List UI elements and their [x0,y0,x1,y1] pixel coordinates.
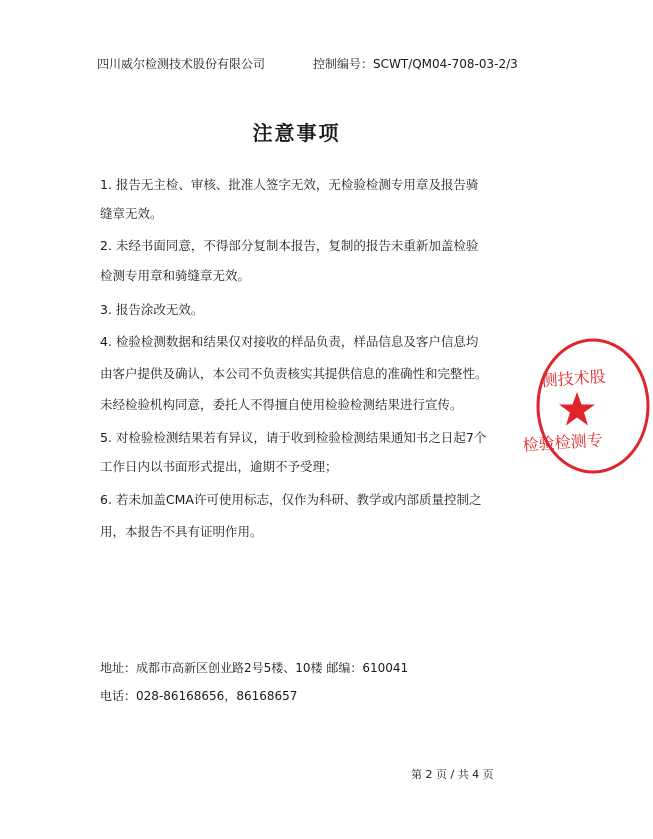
svg-text:测技术股: 测技术股 [541,366,607,391]
note-line: 检测专用章和骑缝章无效。 [100,268,251,283]
note-line: 1. 报告无主检、审核、批准人签字无效，无检验检测专用章及报告骑 [100,177,479,192]
page-title: 注意事项 [252,121,341,145]
note-line: 4. 检验检测数据和结果仅对接收的样品负责，样品信息及客户信息均 [100,334,479,349]
footer-phone: 电话：028-86168656，86168657 [100,689,298,703]
note-line: 5. 对检验检测结果若有异议，请于收到检验检测结果通知书之日起7个 [100,430,487,445]
note-line: 6. 若未加盖CMA许可使用标志，仅作为科研、教学或内部质量控制之 [100,492,482,507]
seal-stamp [522,336,653,476]
header-control-number: 控制编号：SCWT/QM04-708-03-2/3 [313,57,518,71]
note-line: 未经检验机构同意，委托人不得擅自使用检验检测结果进行宣传。 [100,397,463,412]
note-line: 3. 报告涂改无效。 [100,302,204,317]
footer-address: 地址：成都市高新区创业路2号5楼、10楼 邮编：610041 [100,661,409,675]
header-company-name: 四川威尔检测技术股份有限公司 [97,57,266,71]
note-line: 工作日内以书面形式提出，逾期不予受理； [100,459,338,474]
note-line: 用，本报告不具有证明作用。 [100,524,263,539]
note-line: 缝章无效。 [100,206,163,221]
note-line: 由客户提供及确认，本公司不负责核实其提供信息的准确性和完整性。 [100,366,488,381]
svg-text:检验检测专: 检验检测专 [522,430,604,455]
page-number: 第 2 页 / 共 4 页 [411,768,494,781]
note-line: 2. 未经书面同意，不得部分复制本报告，复制的报告未重新加盖检验 [100,238,479,253]
